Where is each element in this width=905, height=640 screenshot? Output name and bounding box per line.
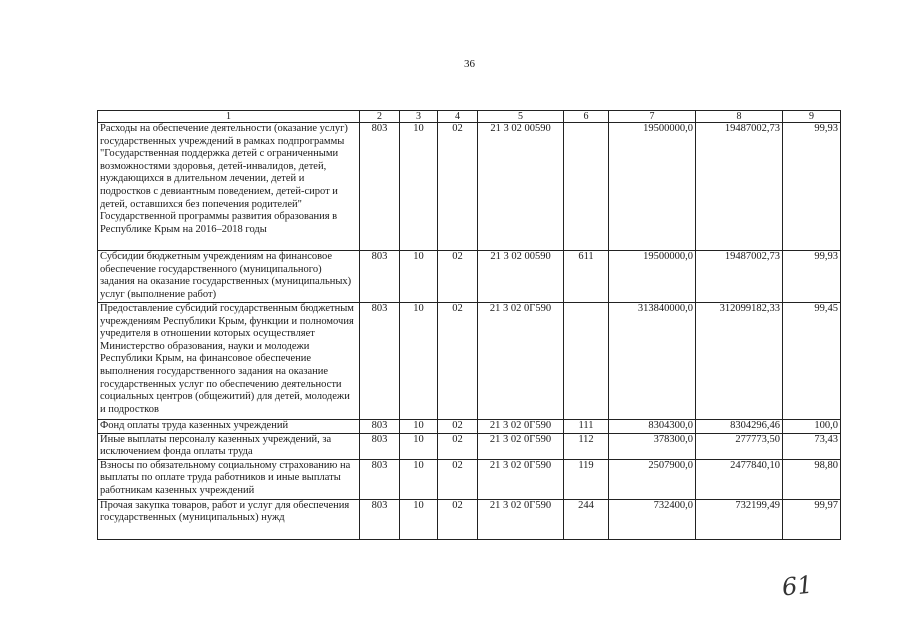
row-code-2: 803 <box>360 251 400 303</box>
handwritten-page-note: 61 <box>780 570 814 602</box>
row-code-2: 803 <box>360 123 400 251</box>
row-description: Прочая закупка товаров, работ и услуг для обеспечения государственных (муниципальных) нужд <box>98 499 360 539</box>
page-number: 36 <box>464 58 475 70</box>
row-code-6: 111 <box>564 420 609 434</box>
table-row <box>98 251 841 303</box>
row-code-2: 803 <box>360 420 400 434</box>
row-code-5: 21 3 02 0Г590 <box>478 459 564 499</box>
row-value-7: 8304300,0 <box>609 420 696 434</box>
row-value-9: 99,93 <box>783 251 841 303</box>
col-header-9: 9 <box>783 111 841 123</box>
row-code-3: 10 <box>400 433 438 459</box>
row-code-4: 02 <box>438 459 478 499</box>
row-value-9: 99,97 <box>783 499 841 539</box>
row-value-7: 378300,0 <box>609 433 696 459</box>
row-code-2: 803 <box>360 459 400 499</box>
col-header-3: 3 <box>400 111 438 123</box>
row-description: Фонд оплаты труда казенных учреждений <box>98 420 360 434</box>
row-value-7: 732400,0 <box>609 499 696 539</box>
row-code-3: 10 <box>400 420 438 434</box>
row-value-8: 2477840,10 <box>696 459 783 499</box>
header-row <box>98 111 841 123</box>
row-code-5: 21 3 02 0Г590 <box>478 433 564 459</box>
row-code-3: 10 <box>400 303 438 420</box>
row-code-3: 10 <box>400 251 438 303</box>
row-value-7: 2507900,0 <box>609 459 696 499</box>
row-code-4: 02 <box>438 123 478 251</box>
col-header-5: 5 <box>478 111 564 123</box>
row-code-6: 611 <box>564 251 609 303</box>
col-header-7: 7 <box>609 111 696 123</box>
row-code-6 <box>564 123 609 251</box>
row-code-5: 21 3 02 00590 <box>478 123 564 251</box>
row-description: Расходы на обеспечение деятельности (оказание услуг) государственных учреждений в рамках подпрограммы "Государственная поддержка детей с ограниченными возможностями здоровья, детей-инвалидов, детей, нуждающихся в длительном лечении, детей и подростков с девиантным поведением, детей-сирот и детей, оставшихся без попечения родителей" Государственной программы развития образования в Республике Крым на 2016–2018 годы <box>98 123 360 251</box>
row-code-6: 112 <box>564 433 609 459</box>
row-code-6: 119 <box>564 459 609 499</box>
row-code-4: 02 <box>438 420 478 434</box>
table-row <box>98 459 841 499</box>
row-code-2: 803 <box>360 433 400 459</box>
row-value-8: 312099182,33 <box>696 303 783 420</box>
row-code-2: 803 <box>360 499 400 539</box>
row-description: Субсидии бюджетным учреждениям на финансовое обеспечение государственного (муниципального) задания на оказание государственных (муниципальных) услуг (выполнение работ) <box>98 251 360 303</box>
table-row <box>98 433 841 459</box>
row-value-7: 313840000,0 <box>609 303 696 420</box>
row-description: Предоставление субсидий государственным бюджетным учреждениям Республики Крым, функции и полномочия учредителя в отношении которых осуществляет Министерство образования, науки и молодежи Республики Крым, на финансовое обеспечение выполнения государственного задания на оказание государственных услуг по обеспечению деятельности социальных центров (общежитий) для детей, молодежи и подростков <box>98 303 360 420</box>
row-code-3: 10 <box>400 459 438 499</box>
col-header-1: 1 <box>98 111 360 123</box>
col-header-4: 4 <box>438 111 478 123</box>
row-description: Взносы по обязательному социальному страхованию на выплаты по оплате труда работников и иные выплаты работникам казенных учреждений <box>98 459 360 499</box>
row-value-7: 19500000,0 <box>609 251 696 303</box>
row-value-8: 8304296,46 <box>696 420 783 434</box>
col-header-8: 8 <box>696 111 783 123</box>
row-code-6: 244 <box>564 499 609 539</box>
col-header-2: 2 <box>360 111 400 123</box>
row-code-5: 21 3 02 00590 <box>478 251 564 303</box>
row-value-9: 99,45 <box>783 303 841 420</box>
table-row <box>98 303 841 420</box>
row-code-6 <box>564 303 609 420</box>
row-description: Иные выплаты персоналу казенных учреждений, за исключением фонда оплаты труда <box>98 433 360 459</box>
row-code-2: 803 <box>360 303 400 420</box>
row-code-4: 02 <box>438 433 478 459</box>
row-code-4: 02 <box>438 303 478 420</box>
row-code-4: 02 <box>438 251 478 303</box>
row-value-9: 99,93 <box>783 123 841 251</box>
row-code-4: 02 <box>438 499 478 539</box>
row-code-3: 10 <box>400 499 438 539</box>
row-value-8: 19487002,73 <box>696 123 783 251</box>
row-value-9: 98,80 <box>783 459 841 499</box>
table-row <box>98 123 841 251</box>
row-value-9: 73,43 <box>783 433 841 459</box>
row-value-7: 19500000,0 <box>609 123 696 251</box>
row-value-9: 100,0 <box>783 420 841 434</box>
row-value-8: 277773,50 <box>696 433 783 459</box>
row-value-8: 19487002,73 <box>696 251 783 303</box>
row-value-8: 732199,49 <box>696 499 783 539</box>
row-code-5: 21 3 02 0Г590 <box>478 303 564 420</box>
row-code-3: 10 <box>400 123 438 251</box>
col-header-6: 6 <box>564 111 609 123</box>
table-row <box>98 499 841 539</box>
table-row <box>98 420 841 434</box>
row-code-5: 21 3 02 0Г590 <box>478 499 564 539</box>
budget-table <box>97 110 841 540</box>
row-code-5: 21 3 02 0Г590 <box>478 420 564 434</box>
